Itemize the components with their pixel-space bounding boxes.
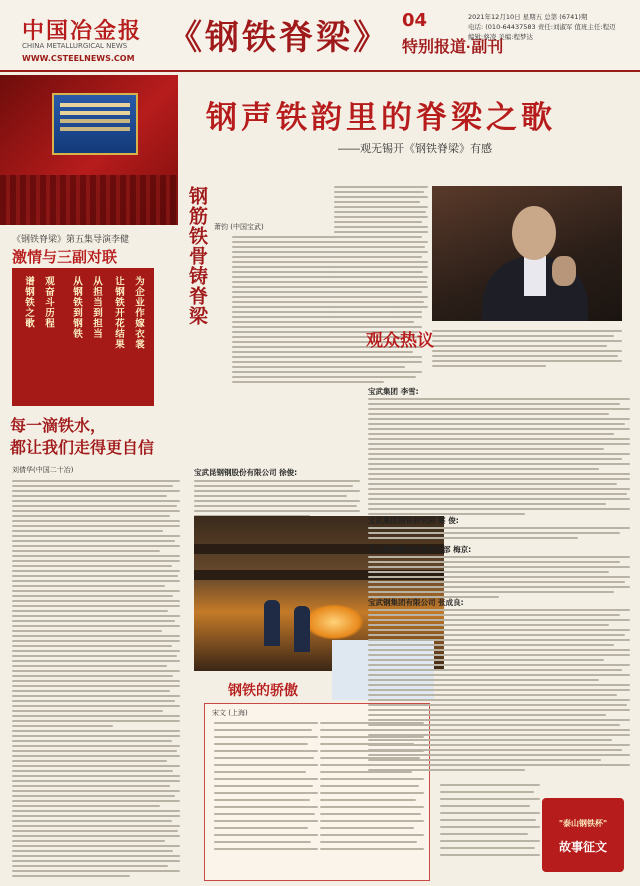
article-body-lines: [368, 609, 630, 771]
article-author: 萧钧 (中国宝武): [214, 223, 264, 231]
article-body-lines: [12, 480, 180, 877]
couplet-line: 为企业作嫁衣裳: [133, 276, 144, 350]
page-number: 04: [402, 10, 428, 31]
couplet-line: 从担当到担当: [91, 276, 102, 339]
commenter-name: 宝武昆钢钢股份有限公司 徐俊:: [194, 468, 298, 477]
couplet-box: [12, 268, 154, 406]
slogan-line: 都让我们走得更自信: [10, 438, 155, 457]
issue-date: 2021年12月10日 星期五 总第 (6741)期: [468, 13, 588, 21]
couplet-line: 从钢铁到钢铁: [71, 276, 82, 339]
intro-title: 激情与三副对联: [12, 248, 118, 266]
commenter-name: 宝武集团钢铁研究院 蔡 俊:: [368, 516, 459, 525]
contest-ticket[interactable]: [542, 798, 624, 872]
couplet-line: 让钢铁开花结果: [113, 276, 124, 350]
event-banner-photo: [0, 75, 178, 225]
couplet-line: 观奋斗历程: [43, 276, 54, 329]
article-body-lines: [368, 527, 630, 539]
commenter-name: 宝武新钢集团党委宣传部 梅京:: [368, 545, 472, 554]
couplet-line: 谱钢铁之歌: [23, 276, 34, 329]
masthead: [0, 0, 640, 72]
essay-contest-ad: [434, 778, 634, 882]
paper-url[interactable]: WWW.CSTEELNEWS.COM: [22, 54, 135, 63]
intro-caption: 《钢铁脊梁》第五集导演李健: [12, 234, 130, 244]
issue-contact: 电话: (010-64437583 责任:刘淑军 值班主任:程迈: [468, 23, 616, 31]
audience: [0, 175, 178, 225]
stage-screen: [52, 93, 138, 155]
article-body-lines: [194, 480, 360, 517]
poem-title: 钢铁的骄傲: [228, 683, 298, 699]
paper-name: 中国冶金报: [22, 18, 143, 44]
section-title: 特别报道·副刊: [402, 39, 504, 56]
article-body-lines: [368, 398, 630, 515]
vertical-title: 钢筋铁骨铸脊梁: [186, 186, 208, 326]
poem-lines: [214, 722, 318, 850]
column-title: 《钢铁脊梁》: [168, 18, 390, 58]
issue-editors: 编辑:蔡凌 美编:程梦达: [468, 33, 533, 41]
slogan-line: 每一滴铁水，: [10, 416, 107, 435]
headline: 钢声铁韵里的脊梁之歌: [206, 100, 556, 136]
poem-author: 宋文 (上海): [212, 709, 248, 717]
issue-info: [468, 12, 638, 42]
article-body-lines: [368, 556, 630, 598]
article-body-lines: [432, 330, 622, 367]
commenter-name: 宝武钢集团有限公司 张成良:: [368, 598, 464, 607]
contest-name: "泰山钢铁杯": [558, 819, 608, 828]
paper-english-name: CHINA METALLURGICAL NEWS: [22, 42, 128, 50]
contest-type: 故事征文: [558, 840, 607, 854]
subheadline: ——观无锡开《钢铁脊梁》有感: [338, 143, 492, 155]
byline: 刘倩华(中国二十冶): [12, 466, 74, 474]
article-body-lines: [334, 186, 428, 313]
slogan: [10, 415, 154, 459]
section-heading: 观众热议: [366, 331, 434, 351]
commenter-name: 宝武集团 李雪:: [368, 387, 419, 396]
portrait-photo: [432, 186, 622, 321]
